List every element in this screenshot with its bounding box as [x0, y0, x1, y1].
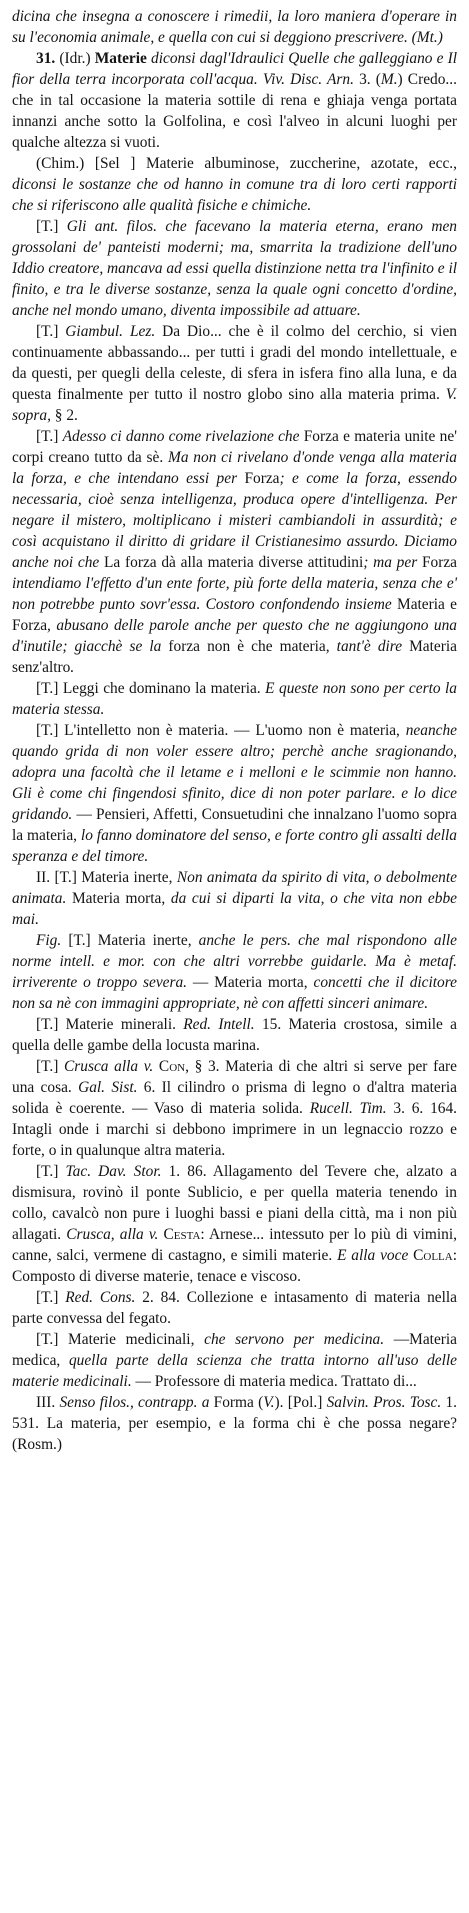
text-segment: Red. Intell. [183, 1016, 255, 1033]
text-segment: Materia senz'altro [12, 638, 457, 676]
text-segment: Cesta [158, 1226, 201, 1243]
text-segment: Forza [421, 554, 457, 571]
text-segment: § 2. [50, 407, 78, 424]
entry-paragraph [12, 1392, 457, 1455]
text-segment: Forza e materia unite ne' corpi creano tutto da sè. [12, 428, 457, 466]
entry-paragraph [12, 6, 457, 48]
text-segment: Colla [408, 1247, 453, 1264]
entry-paragraph [12, 216, 457, 321]
text-segment: Da Dio... che è il colmo del cerchio, si vien continuamente abbassando... per tutti i gradi del mondo intellettuale, e da questi, per quegli della celeste, di sfera in isfera fino alla luna, e da questa finalmente per tutto il nostro globo sino alla materia prima. [12, 323, 457, 403]
text-segment: — Materia morta, [187, 974, 314, 991]
text-segment: neanche quando grida di non voler essere altro; perchè anche sragionando, adopra una facoltà che il letame e i melloni e le scimmie non hanno. Gli è come chi fingendosi sfinito, dice di non poter parlare. e lo dice gridando. [12, 722, 457, 823]
entry-paragraph [12, 867, 457, 930]
entry-paragraph [12, 720, 457, 867]
text-segment: Ma non ci rivelano d'onde venga alla materia la forza, e che intendano essi per [12, 449, 457, 487]
text-segment: forza non è che materia [168, 638, 326, 655]
text-segment: : Arnese... intessuto per lo più di vimini, canne, salci, vermene di castagno, e simili materie. [12, 1226, 458, 1264]
text-segment: Crusca alla v. [64, 1058, 154, 1075]
text-segment: [T.] L'intelletto non è materia. — L'uomo non è materia, [36, 722, 406, 739]
text-segment: [T.] Materie medicinali, [36, 1331, 205, 1348]
text-segment: 6. Il cilindro o prisma di legno o d'altra materia solida è coerente. — Vaso di materia solida. [12, 1079, 457, 1117]
text-segment: Materia e Forza [12, 596, 457, 634]
text-segment: Crusca, alla v. [66, 1226, 159, 1243]
text-segment: Tac. Dav. Stor. [65, 1163, 162, 1180]
text-segment: , tant'è dire [325, 638, 410, 655]
text-segment: III. [36, 1394, 60, 1411]
text-segment: [T.] [36, 1289, 66, 1306]
text-segment: II. [T.] Materia inerte, [36, 869, 177, 886]
text-segment: Non animata da spirito di vita, o debolmente animata. [12, 869, 457, 907]
entry-paragraph [12, 1056, 457, 1161]
text-segment: concetti che il dicitore non sa nè con immagini appropriate, nè con affetti sinceri animare. [12, 974, 457, 1012]
text-segment: [T.] [36, 323, 66, 340]
text-segment: — Pensieri, Affetti, Consuetudini che innalzano l'uomo sopra la materia, [12, 806, 457, 844]
text-segment: . [70, 659, 75, 676]
text-segment: 2. 84. Collezione e intasamento di materia nella parte convessa del fegato. [12, 1289, 457, 1327]
text-segment: da cui si diparti la vita, o che vita non ebbe mai. [12, 890, 457, 928]
text-segment: E alla voce [337, 1247, 409, 1264]
text-segment: [T.] [36, 1163, 66, 1180]
text-segment: E queste non sono per certo la materia stessa. [12, 680, 457, 718]
entry-paragraph [12, 1014, 457, 1056]
text-segment: La forza dà alla materia diverse attitudini [104, 554, 364, 571]
text-segment: ). [Pol.] [274, 1394, 327, 1411]
text-segment: anche le pers. che mal rispondono alle norme intell. e mor. con che altri vorrebbe guidarle. Ma è metaf. irriverente o troppo severa. [12, 932, 457, 991]
text-segment: Gli ant. filos. che facevano la materia eterna, erano men grossolani de' panteisti moderni; ma, smarrita la tradizione dell'uno Iddio creatore, mancava ad essi quella distinzione netta tra l'infinito e il finito, e tra le diverse sostanze, senza la quale ogni concetto d'ordine, anche nel mondo umano, diventa impossibile ad attuare. [12, 218, 458, 319]
text-segment: che servono per medicina. [204, 1331, 385, 1348]
text-segment: 1. 531. La materia, per esempio, e la forma chi è che possa negare? (Rosm.) [12, 1394, 457, 1453]
text-segment: [T.] Leggi che dominano la materia. [36, 680, 266, 697]
text-segment: diconsi dagl'Idraulici Quelle che galleggiano e Il fior della terra incorporata coll'acqua. Viv. Disc. Arn. [12, 50, 458, 88]
text-segment: 15. Materia crostosa, simile a quella delle gambe della locusta marina. [12, 1016, 457, 1054]
text-segment: Materia morta, [66, 890, 171, 907]
text-segment: [T.] [36, 1058, 65, 1075]
text-segment: Forma ( [209, 1394, 264, 1411]
text-segment: 3. 6. 164. Intagli onde i marchi si debbono imprimere in un legnaccio rozzo e forte, o in qualunque altra materia. [12, 1100, 457, 1159]
text-segment: quella parte della scienza che tratta intorno all'uso delle materie medicinali. [12, 1352, 457, 1390]
text-segment: — Professore di materia medica. Trattato di... [131, 1373, 417, 1390]
text-segment: ; ma per [363, 554, 422, 571]
entry-paragraph [12, 321, 457, 426]
text-segment: lo fanno dominatore del senso, e forte contro gli assalti della speranza e del timore. [12, 827, 457, 865]
text-segment: , § 3. Materia di che altri si serve per fare una cosa. [12, 1058, 457, 1096]
text-segment: ) Credo... che in tal occasione la materia sottile di rena e ghiaja venga portata innanzi anche sotto la Golfolina, e così l'alveo in alcuni luoghi per qualche altezza si vuoti. [12, 71, 457, 151]
text-segment: diconsi le sostanze che od hanno in comune tra di loro certi rapporti che si riferiscono alle qualità fisiche e chimiche. [12, 176, 457, 214]
text-segment: , abusano delle parole anche per questo che ne aggiungono una d'inutile; giacchè se la [12, 617, 457, 655]
text-segment: 31. [36, 50, 56, 67]
text-segment: Adesso ci danno come rivelazione che [62, 428, 304, 445]
text-segment: [T.] [36, 428, 63, 445]
entry-paragraph [12, 426, 457, 678]
text-segment: intendiamo l'effetto d'un ente forte, più forte della materia, senza che e' non potrebbe punto sovr'essa. Costoro confondendo insieme [12, 575, 457, 613]
text-segment: Rucell. Tim. [309, 1100, 387, 1117]
entry-paragraph [12, 930, 457, 1014]
text-segment: Materie [94, 50, 147, 67]
text-segment: Red. Cons. [65, 1289, 136, 1306]
dictionary-entry-materia [12, 6, 457, 1455]
text-segment: Con [153, 1058, 186, 1075]
text-segment: dicina che insegna a conoscere i rimedii, la loro maniera d'operare in su l'economia animale, e quella con cui si deggiono prescrivere. (Mt.) [12, 8, 457, 46]
text-segment: Fig. [36, 932, 62, 949]
text-segment: —Materia medica, [12, 1331, 458, 1369]
text-segment: Senso filos., contrapp. a [59, 1394, 210, 1411]
entry-paragraph [12, 153, 457, 216]
text-segment: 3. ( [359, 71, 381, 88]
text-segment: V. [263, 1394, 275, 1411]
entry-paragraph [12, 1161, 457, 1287]
text-segment: Forza [244, 470, 280, 487]
text-segment: M. [380, 71, 398, 88]
text-segment: [T.] [36, 218, 67, 235]
text-segment: Gal. Sist. [78, 1079, 138, 1096]
text-segment: [T.] Materie minerali. [36, 1016, 184, 1033]
entry-paragraph [12, 48, 457, 153]
text-segment: ; e come la forza, essendo necessaria, cioè senza intelligenza, produca opere d'intelligenza. Per negare il mistero, moltiplicano i misteri cambiandoli in assurdità; e così acquistano il diritto di gridare il Cristianesimo assurdo. Diciamo anche noi che [12, 470, 458, 571]
text-segment: (Chim.) [Sel ] Materie albuminose, zuccherine, azotate, ecc., [36, 155, 457, 172]
text-segment: (Idr.) [55, 50, 95, 67]
text-segment: [T.] Materia inerte, [61, 932, 199, 949]
text-segment: : Composto di diverse materie, tenace e viscoso. [12, 1247, 457, 1285]
text-segment: Salvin. Pros. Tosc. [326, 1394, 442, 1411]
text-segment: V. sopra, [12, 386, 457, 424]
text-segment: Giambul. Lez. [65, 323, 156, 340]
entry-paragraph [12, 678, 457, 720]
entry-paragraph [12, 1329, 457, 1392]
text-segment: 1. 86. Allagamento del Tevere che, alzato a dismisura, rovinò il ponte Sublicio, e per quella materia tenendo in collo, cavalcò non pure i luoghi bassi e piani della città, ma i non più allagati. [12, 1163, 457, 1243]
entry-paragraph [12, 1287, 457, 1329]
